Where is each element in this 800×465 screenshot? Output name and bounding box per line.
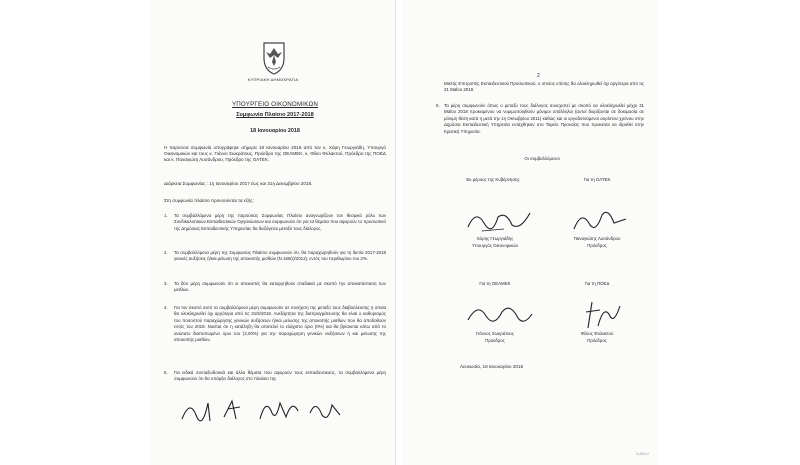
document-page-2 <box>402 0 657 465</box>
signatory-role: Πρόεδρος <box>587 338 607 343</box>
intro-paragraph: Η παρούσα συμφωνία υπογράφηκε σήμερα 18 Ιανουαρίου 2018 από τον κ. Χάρη Γεωργιάδη, Υπουργό Οικονομικών και τους κ. Γιάννο Σωκράτους, Πρόεδρο της ΟΕΛΜΕΚ, κ. Φίλιο Φυλακτού, Πρόεδρο της ΠΟΕΔ και κ. Παναγιώτη Λυσάνδρου, Πρόεδρο της ΟΛΤΕΚ. <box>164 145 386 163</box>
list-item-text: Τα μέρη συμφωνούν όπως ο μεταξύ τους διάλογος συνεχιστεί με σκοπό να ολοκληρωθεί μέχρι 31 Μαΐου 2018 προκειμένου να νομιμοποιηθούν μόνιμοι υπάλληλοι (αυτοί διορίζονται σε δοκιμασία σε μόνιμη θέση κατά η μετά την 1η Οκτωβρίου 2011) καθώς και οι εργοδοτούμενοι αορίστου χρόνου στην Δημόσια Εκπαιδευτική Υπηρεσία εντάχθηκαν στο Ταμείο Προνοίας που προκειται να ιδρυθεί στην Κρατική Υπηρεσία. <box>444 103 644 134</box>
signatory-role: Πρόεδρος <box>485 338 505 343</box>
list-item-text: Τα δύο μέρη συμφωνούν ότι οι αποκοπές θα καταργηθούν σταδιακά με σκοπό την αποκατάσταση των μισθών. <box>174 281 386 293</box>
list-item-text: Για τον σκοπό αυτό τα συμβαλλόμενα μέρη συμφωνούν σε συνέχιση της μεταξύ τους διαβούλευσης η οποία θα ολοκληρωθεί όχι αργότερα από τις 31/5/2018. Ανεξάρτητα της διαπραγμάτευσης θα είναι ο καθορισμός του ποσοστού παραχώρησης γενικών αυξήσεων ή/και μείωσης της αποκοπής μισθών που θα αποδοθούν εντός του 2018. Νοείται ότι η κατάληξη θα αποτελεί το ελάχιστο όριο (0%) και θα βρίσκεται κάτω από το ανώτατο διαπιστωμένο όριο του (2,00%) για την παραχώρηση γενικών αυξήσεων ή και μείωσης της αποκοπής μισθών. <box>174 305 386 342</box>
list-item-number: 3. <box>164 281 168 286</box>
list-item-text: Για ειδικά συνταξιοδοτικά και άλλα θέματα που αφορούν τους εκπαιδευτικούς, τα συμβαλλόμενα μέρη συμφωνούν ότι θα υπάρξει διάλογος στο πλαίσιο της <box>174 370 386 382</box>
list-item <box>164 370 386 388</box>
coat-of-arms-icon <box>260 40 288 76</box>
list-item-text: Τα συμβαλλόμενα μέρη της Συμφωνίας Πλαίσιο συμφωνούν ότι, θα παραχωρηθούν για τη διετία 2017-2018 γενικές αυξήσεις ή/και μείωση της αποκοπής μισθών (Ν.168(Ι)/2012), εντός του περιθωρίου του 2%. <box>174 250 386 262</box>
list-item-text: Τα συμβαλλόμενα μέρη της παρούσας Συμφωνίας Πλαίσιο αναγνωρίζουν τον θεσμικό ρόλο των Συνδικαλιστικών Εκπαιδευτικών Οργανώσεων και συμφωνούν ότι για τα θέματα που αφορούν το προσωπικό της Δημόσιας Εκπαιδευτικής Υπηρεσίας θα διεξάγεται μεταξύ τους διάλογος. <box>174 213 386 231</box>
signatory-name: Φίλιος Φυλακτού <box>580 331 614 336</box>
list-item <box>164 250 386 276</box>
agreement-date: 18 Ιανουαρίου 2018 <box>250 128 300 134</box>
page-corner-mark: Σελίδα 2 <box>635 452 649 457</box>
list-item-number: 6. <box>436 103 440 108</box>
oelmek-side-label: Για τη ΟΕΛΜΕΚ <box>479 281 511 286</box>
agreement-title: Συμφωνία Πλαίσιο 2017-2018 <box>236 112 314 118</box>
place-date: Λευκωσία, 18 Ιανουαρίου 2018 <box>460 364 524 369</box>
list-item-number: 4. <box>164 305 168 310</box>
page-number: 2 <box>537 73 540 79</box>
signature-sokratous <box>464 300 534 332</box>
signature-fylaktou <box>578 298 624 332</box>
initials-signatures <box>180 393 350 425</box>
framework-paragraph: Στη συμφωνία πλαίσιο προνοούνται τα εξής: <box>164 198 254 203</box>
signatory-name: Χάρης Γεωργιάδης <box>476 236 514 241</box>
signatory-role: Πρόεδρος <box>587 243 607 248</box>
signatory-name: Παναγιώτης Λυσάνδρου <box>573 236 621 241</box>
continuation-paragraph: Μικτής Επιτροπής Εκπαιδευτικού Προσωπικού, ο οποίος επίσης θα ολοκληρωθεί όχι αργότερα από τις 31 Μαΐου 2018. <box>444 81 644 93</box>
crest-caption: ΚΥΠΡΙΑΚΗ ΔΗΜΟΚΡΑΤΙΑ <box>247 77 299 82</box>
list-item-number: 5. <box>164 370 168 375</box>
list-item-number: 2. <box>164 250 168 255</box>
list-item-number: 1. <box>164 213 168 218</box>
poed-side-label: Για τη ΠΟΕΔ <box>584 281 610 286</box>
list-item <box>164 281 386 299</box>
signatory-name: Γιάννος Σωκράτους <box>476 331 514 336</box>
list-item <box>164 213 386 243</box>
government-side-label: Εκ μέρους της Κυβέρνησης <box>466 177 520 182</box>
list-item <box>164 305 386 361</box>
ministry-heading: ΥΠΟΥΡΓΕΙΟ ΟΙΚΟΝΟΜΙΚΩΝ <box>231 101 319 108</box>
signature-lysandrou <box>568 205 632 235</box>
oltek-side-label: Για τη ΟΛΤΕΚ <box>583 177 611 182</box>
signatories-heading: Οι συμβαλλόμενοι <box>524 156 560 161</box>
duration-paragraph: Διάρκεια Συμφωνίας : 1η Ιανουαρίου 2017 έως και 31η Δεκεμβρίου 2018. <box>164 181 313 186</box>
signature-georgiades <box>464 205 534 235</box>
signatory-role: Υπουργός Οικονομικών <box>471 243 519 248</box>
document-page-1 <box>150 0 396 465</box>
